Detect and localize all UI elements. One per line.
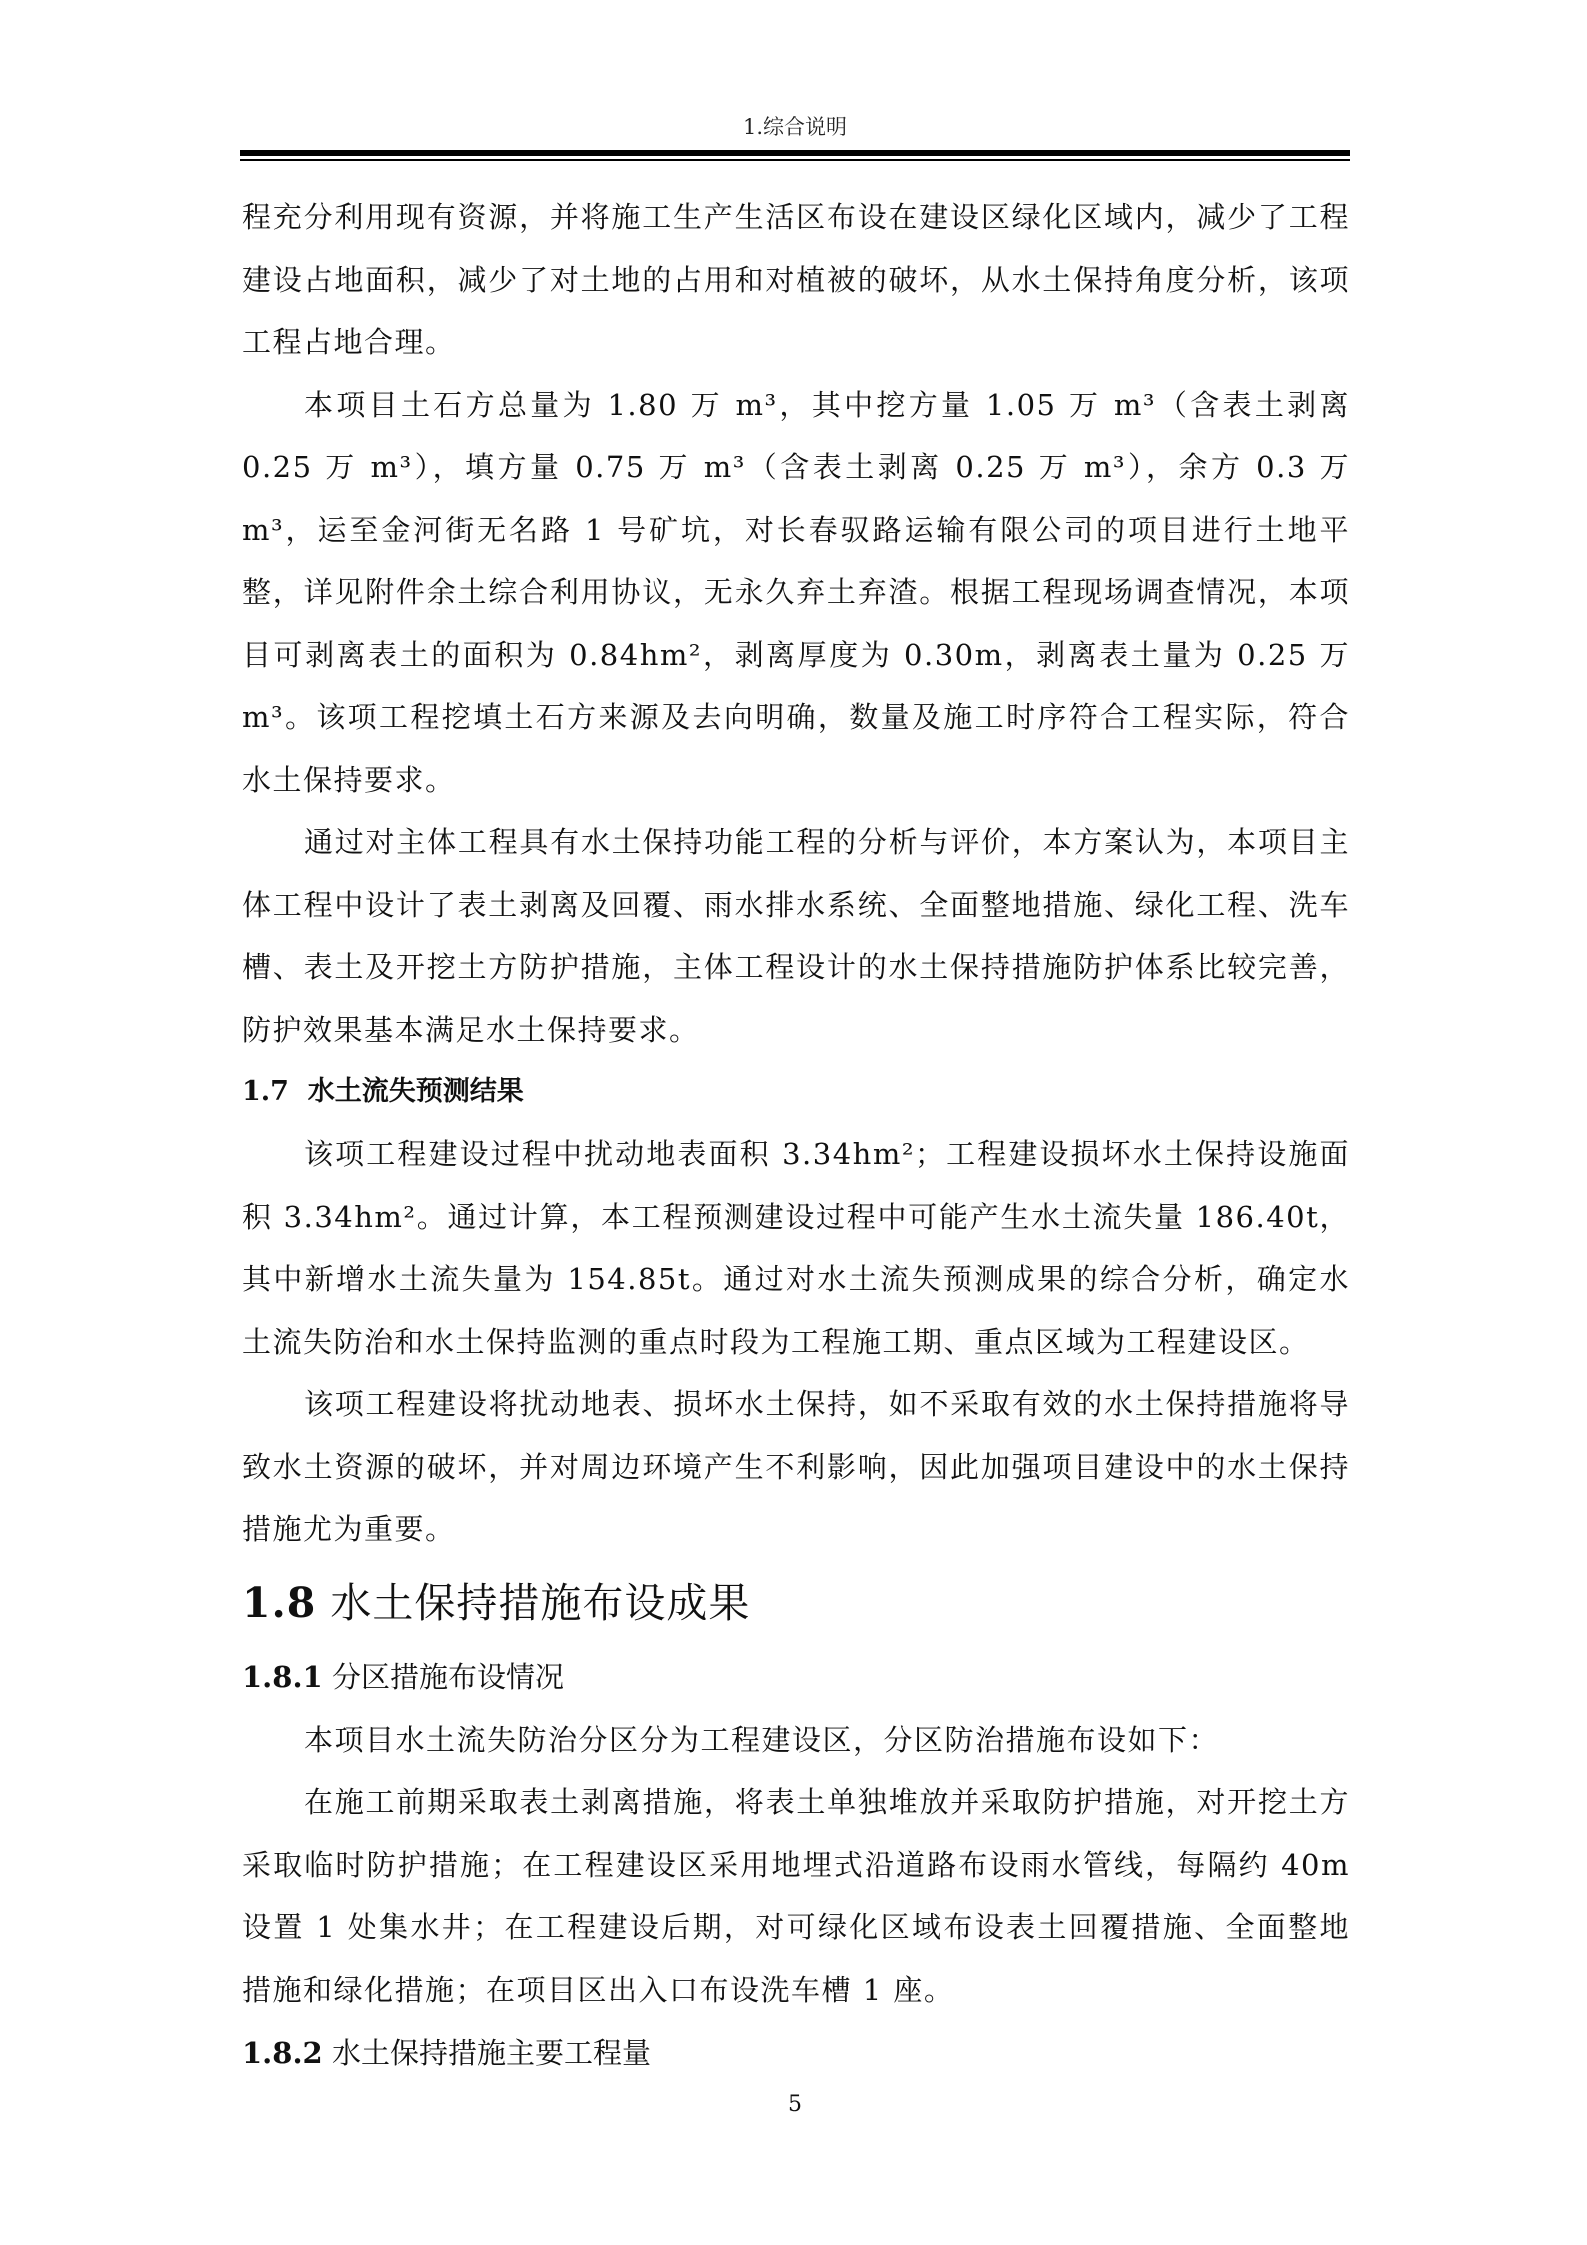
heading-1-8-number: 1.8 [242,1578,317,1627]
header-rule-thin [240,159,1350,161]
heading-1-8-2 [242,2021,1350,2085]
heading-1-8-1-text: 分区措施布设情况 [331,1659,564,1694]
page-body [242,186,1350,2085]
heading-1-7-number: 1.7 [242,1076,289,1107]
heading-1-8-text: 水土保持措施布设成果 [330,1578,751,1627]
paragraph-erosion-prediction: 该项工程建设过程中扰动地表面积 3.34hm²；工程建设损坏水土保持设施面积 3.34hm²。通过计算，本工程预测建设过程中可能产生水土流失量 186.40t，其中新增水土流失量为 154.85t。通过对水土流失预测成果的综合分析，确定水土流失防治和水土保持监测的重点时段为工程施工期、重点区域为工程建设区。 [242,1137,1350,1359]
paragraph-zoning: 本项目水土流失防治分区分为工程建设区，分区防治措施布设如下： [304,1722,1220,1757]
heading-1-8-2-text: 水土保持措施主要工程量 [331,2036,651,2070]
heading-1-7 [242,1061,1350,1123]
page-number: 5 [788,2092,802,2117]
running-header: 1.综合说明 [742,115,848,139]
paragraph-land-use: 程充分利用现有资源，并将施工生产生活区布设在建设区绿化区域内，减少了工程建设占地面积，减少了对土地的占用和对植被的破坏，从水土保持角度分析，该项工程占地合理。 [242,200,1350,359]
heading-1-8 [242,1561,1350,1645]
heading-1-8-1-number: 1.8.1 [242,1659,323,1694]
header-rule-thick [240,150,1350,156]
heading-1-7-text: 水土流失预测结果 [307,1076,524,1107]
paragraph-main-works-evaluation: 通过对主体工程具有水土保持功能工程的分析与评价，本方案认为，本项目主体工程中设计了表土剥离及回覆、雨水排水系统、全面整地措施、绿化工程、洗车槽、表土及开挖土方防护措施，主体工程设计的水土保持措施防护体系比较完善，防护效果基本满足水土保持要求。 [242,825,1350,1047]
heading-1-8-1 [242,1645,1350,1709]
paragraph-importance: 该项工程建设将扰动地表、损坏水土保持，如不采取有效的水土保持措施将导致水土资源的破坏，并对周边环境产生不利影响，因此加强项目建设中的水土保持措施尤为重要。 [242,1387,1350,1546]
paragraph-earthwork: 本项目土石方总量为 1.80 万 m³，其中挖方量 1.05 万 m³（含表土剥离 0.25 万 m³），填方量 0.75 万 m³（含表土剥离 0.25 万 m³），余方 0.3 万 m³，运至金河街无名路 1 号矿坑，对长春驭路运输有限公司的项目进行土地平整，详见附件余土综合利用协议，无永久弃土弃渣。根据工程现场调查情况，本项目可剥离表土的面积为 0.84hm²，剥离厚度为 0.30m，剥离表土量为 0.25 万 m³。该项工程挖填土石方来源及去向明确，数量及施工时序符合工程实际，符合水土保持要求。 [242,387,1350,797]
paragraph-measures: 在施工前期采取表土剥离措施，将表土单独堆放并采取防护措施，对开挖土方采取临时防护措施；在工程建设区采用地埋式沿道路布设雨水管线，每隔约 40m 设置 1 处集水井；在工程建设后期，对可绿化区域布设表土回覆措施、全面整地措施和绿化措施；在项目区出入口布设洗车槽 1 座。 [242,1785,1350,2007]
heading-1-8-2-number: 1.8.2 [242,2036,323,2070]
